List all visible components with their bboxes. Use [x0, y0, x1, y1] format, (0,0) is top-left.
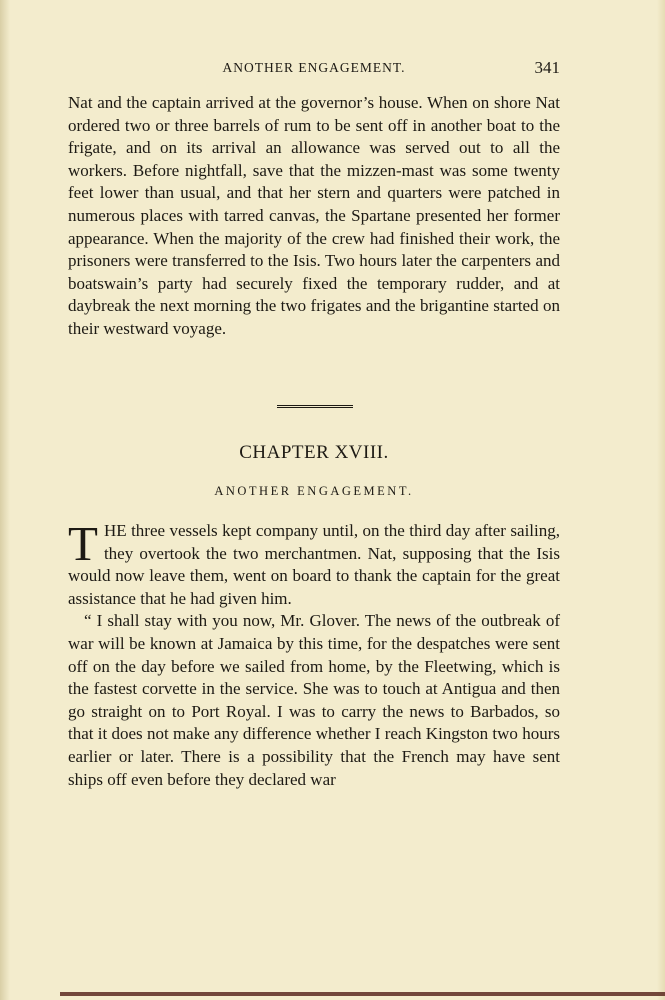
continuation-text: Nat and the captain arrived at the governor’s house. When on shore Nat ordered two or three barrels of rum to be sent off in another boat to the frigate, and on its arrival an allowance was served out to all the workers. Before nightfall, save that the mizzen-mast was some twenty feet lower than usual, and that her stern and quarters were patched in numerous places with tarred canvas, the Spartane presented her former appearance. When the majority of the crew had finished their work, the prisoners were transferred to the Isis. Two hours later the carpenters and boatswain’s party had securely fixed the temporary rudder, and at daybreak the next morning the two frigates and the brigantine started on their westward voyage.: [68, 93, 560, 338]
continuation-paragraph: [68, 92, 560, 341]
chapter-body: [68, 516, 560, 791]
chapter-paragraph-2: “ I shall stay with you now, Mr. Glover. The news of the outbreak of war will be known at Jamaica by this time, for the despatches were sent off on the day before we sailed from home, by the Fleetwing, which is the fastest corvette in the service. She was to touch at Antigua and then go straight on to Port Royal. I was to carry the news to Barbados, so that it does not make any difference whether I reach Kingston two hours earlier or later. There is a possibility that the French may have sent ships off even before they declared war: [68, 611, 560, 789]
chapter-title: CHAPTER XVIII.: [239, 442, 389, 463]
running-header: [68, 58, 560, 78]
page-right-edge: [657, 0, 665, 1000]
paragraph-1-text: HE three vessels kept company until, on the third day after sailing, they overtook the two merchantmen. Nat, supposing that the Isis would now leave them, went on board to thank the captain for the great assistance that he had given him.: [68, 521, 560, 608]
page-bottom-edge: [60, 992, 665, 996]
running-title: ANOTHER ENGAGEMENT.: [222, 60, 406, 75]
chapter-subtitle: ANOTHER ENGAGEMENT.: [214, 484, 414, 498]
section-divider: [277, 405, 353, 408]
drop-cap: T: [68, 516, 98, 571]
page-left-edge: [0, 0, 10, 1000]
chapter-paragraph-1: [68, 516, 560, 610]
page-number: 341: [534, 58, 560, 77]
